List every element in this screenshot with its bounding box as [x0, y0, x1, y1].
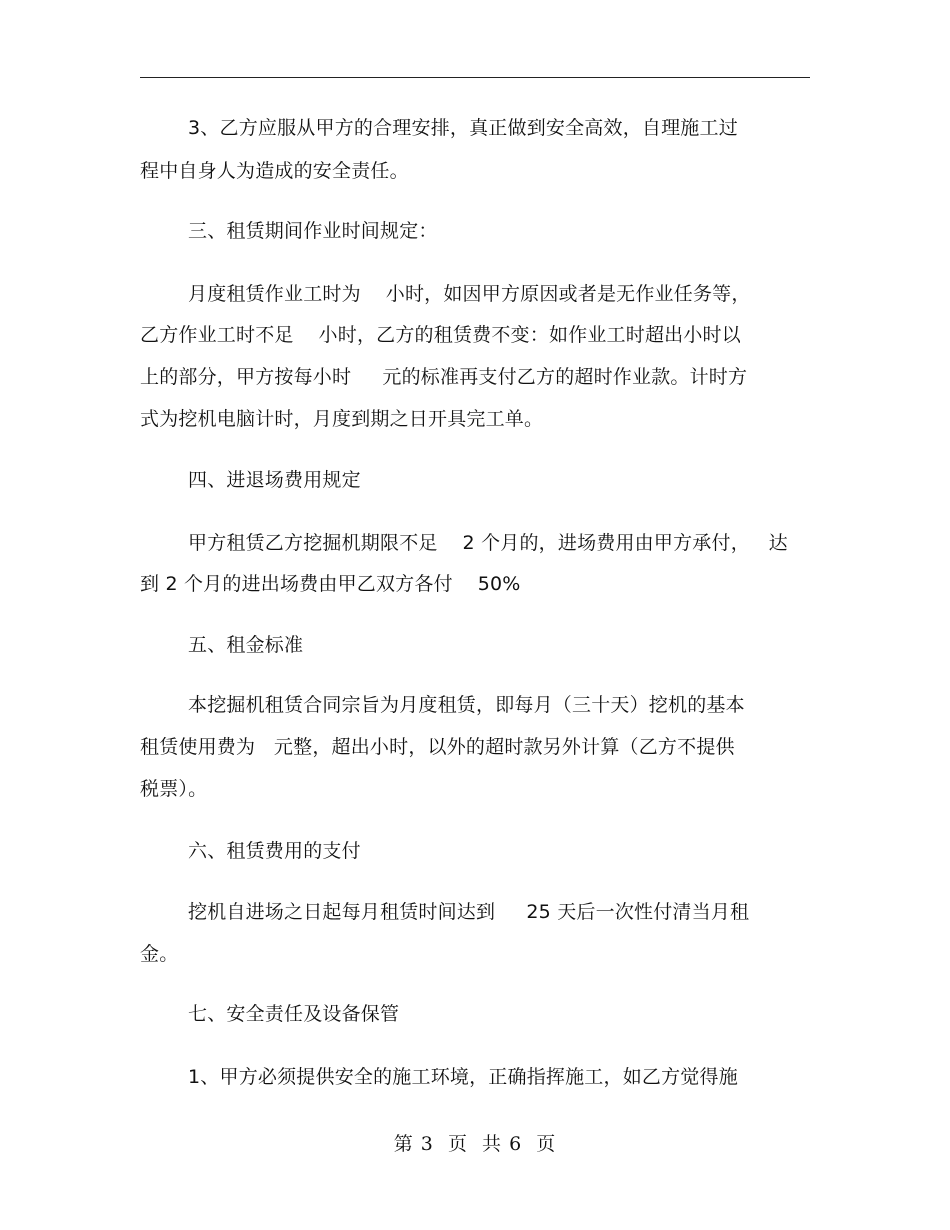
paragraph-line: 挖机自进场之日起每月租赁时间达到 25 天后一次性付清当月租	[188, 901, 750, 923]
header-divider	[140, 77, 810, 78]
paragraph-line: 上的部分，甲方按每小时 元的标准再支付乙方的超时作业款。计时方	[140, 366, 748, 388]
paragraph-line: 本挖掘机租赁合同宗旨为月度租赁，即每月（三十天）挖机的基本	[188, 694, 745, 716]
section-heading: 五、租金标准	[188, 634, 304, 656]
paragraph-line: 税票）。	[140, 778, 208, 800]
paragraph-line: 月度租赁作业工时为 小时，如因甲方原因或者是无作业任务等，	[188, 283, 751, 305]
paragraph-line: 程中自身人为造成的安全责任。	[140, 160, 409, 182]
page-number-footer: 第 3 页 共 6 页	[393, 1133, 557, 1155]
section-heading: 三、租赁期间作业时间规定：	[188, 220, 438, 242]
paragraph-line: 式为挖机电脑计时，月度到期之日开具完工单。	[140, 408, 544, 430]
section-heading: 七、安全责任及设备保管	[188, 1003, 400, 1025]
section-heading: 六、租赁费用的支付	[188, 840, 361, 862]
paragraph-line: 乙方作业工时不足 小时，乙方的租赁费不变：如作业工时超出小时以	[140, 324, 741, 346]
paragraph-line: 到 2 个月的进出场费由甲乙双方各付 50%	[140, 573, 521, 595]
paragraph-line: 3、乙方应服从甲方的合理安排，真正做到安全高效，自理施工过	[188, 117, 738, 139]
section-heading: 四、进退场费用规定	[188, 469, 361, 491]
paragraph-line: 金。	[140, 943, 179, 965]
paragraph-line: 甲方租赁乙方挖掘机期限不足 2 个月的，进场费用由甲方承付， 达	[188, 532, 788, 554]
paragraph-line: 1、甲方必须提供安全的施工环境，正确指挥施工，如乙方觉得施	[188, 1066, 738, 1088]
paragraph-line: 租赁使用费为 元整，超出小时，以外的超时款另外计算（乙方不提供	[140, 736, 735, 758]
